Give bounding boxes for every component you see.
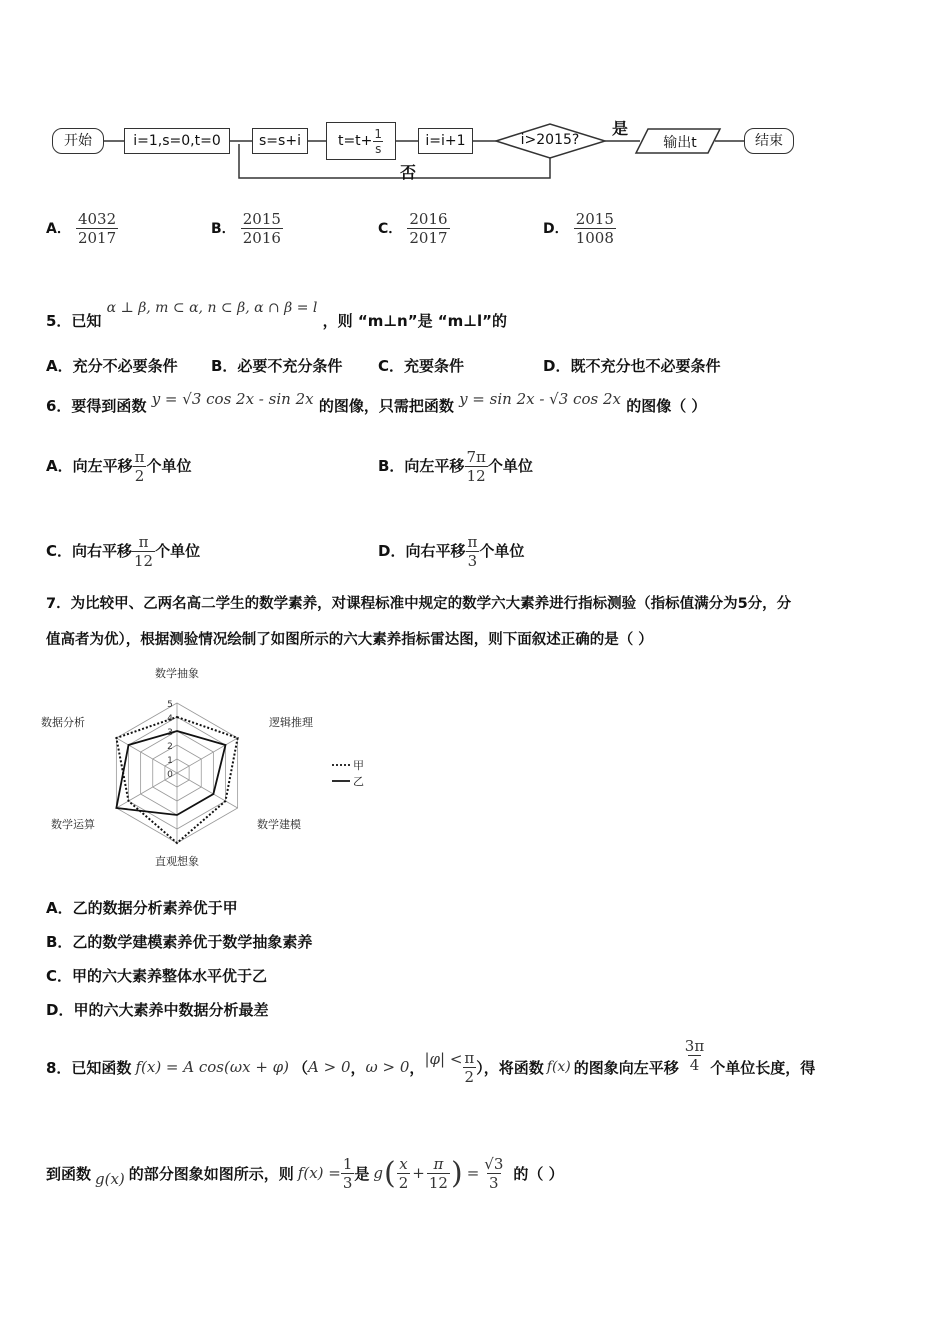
flowchart-step-t-prefix: t=t+ <box>337 133 373 149</box>
flowchart-step-t-den: s <box>375 141 382 156</box>
flowchart-step-t <box>326 122 396 160</box>
q8-shift-fraction <box>683 1037 706 1074</box>
option-unit: 个单位 <box>155 542 201 560</box>
radar-axis-label: 逻辑推理 <box>269 716 313 729</box>
q6-suffix: 的图像（ ） <box>626 397 707 415</box>
fraction-den: 12 <box>134 552 154 570</box>
fraction-num: 3π <box>684 1036 705 1055</box>
fraction-den: 4 <box>689 1055 700 1074</box>
q8-g: g <box>373 1164 384 1182</box>
fraction-den: 1008 <box>575 229 614 247</box>
fraction-den: 2017 <box>77 229 117 247</box>
option-fraction <box>76 210 118 247</box>
fraction-num: x <box>399 1154 408 1173</box>
fraction-den: 2 <box>464 1067 475 1086</box>
q8-function: f(x) = A cos(ωx + φ) <box>135 1058 290 1076</box>
q6-mid: 的图像，只需把函数 <box>318 397 454 415</box>
option-label: D． <box>543 221 569 237</box>
q7-option-b[interactable]: B．乙的数学建模素养优于数学抽象素养 <box>46 933 313 951</box>
q8-is: 是 <box>354 1164 370 1183</box>
fraction-num: 7π <box>466 448 486 466</box>
radar-tick-label: 3 <box>167 728 173 738</box>
q8-stem-line-1 <box>46 1032 815 1102</box>
flowchart-step-s: s=s+i <box>252 128 308 154</box>
q5-suffix: ，则 “m⊥n”是 “m⊥l”的 <box>322 312 508 330</box>
q7-stem-line-2: 值高者为优），根据测验情况绘制了如图所示的六大素养指标雷达图，则下面叙述正确的是（ ） <box>46 632 653 648</box>
fraction-den: 2016 <box>242 229 281 247</box>
option-label: A． <box>46 221 71 237</box>
radar-tick-label: 1 <box>167 756 173 766</box>
option-label: B．向左平移 <box>378 457 465 475</box>
option-unit: 个单位 <box>146 457 192 475</box>
radar-axis-label: 数学建模 <box>257 818 301 831</box>
q6-option-d[interactable] <box>378 533 524 570</box>
q4-option-d[interactable] <box>543 210 616 247</box>
flowchart-no: 否 <box>400 163 417 182</box>
option-label: B． <box>211 221 236 237</box>
q8-cond-omega: ω > 0 <box>365 1058 410 1076</box>
q8-comma-2: ， <box>409 1058 425 1077</box>
fraction-num: 2015 <box>242 210 281 228</box>
fraction-num: 4032 <box>77 210 117 228</box>
option-fraction <box>241 210 283 247</box>
q4-option-c[interactable] <box>378 210 450 247</box>
q7-option-a[interactable]: A．乙的数据分析素养优于甲 <box>46 899 238 917</box>
q8-fx: f(x) <box>546 1059 571 1075</box>
q8-mid: ），将函数 <box>476 1058 544 1077</box>
radar-legend-label: 乙 <box>353 775 364 788</box>
fraction-num: π <box>134 448 145 466</box>
radar-tick-label: 2 <box>167 742 173 752</box>
fraction-den: 12 <box>466 467 486 485</box>
q5-option-c[interactable]: C．充要条件 <box>378 357 465 375</box>
q5-option-b[interactable]: B．必要不充分条件 <box>211 357 343 375</box>
fraction-num: π <box>467 533 478 551</box>
flowchart-connectors <box>0 0 950 200</box>
radar-tick-label: 5 <box>167 700 173 710</box>
q5-option-a[interactable]: A．充分不必要条件 <box>46 357 178 375</box>
q5-stem <box>46 300 508 331</box>
q8-comma-1: ， <box>350 1058 366 1077</box>
radar-tick-label: 4 <box>167 714 173 724</box>
option-fraction <box>464 448 487 485</box>
q6-option-b[interactable] <box>378 448 533 485</box>
q8-phi-fraction <box>462 1049 476 1086</box>
radar-spoke <box>177 738 238 773</box>
radar-axis-label: 数学抽象 <box>155 667 199 680</box>
fraction-den: 3 <box>489 1173 499 1192</box>
fraction-den: 2 <box>398 1173 409 1192</box>
radar-legend-label: 甲 <box>353 759 364 772</box>
q6-prefix: 6．要得到函数 <box>46 397 147 415</box>
q8-prefix: 8．已知函数 <box>46 1058 132 1077</box>
radar-axis-label: 数据分析 <box>41 716 85 729</box>
q8-paren-right: ) <box>450 1155 463 1191</box>
option-label: A．向左平移 <box>46 457 133 475</box>
option-fraction <box>133 448 147 485</box>
q8-pi-fraction <box>427 1155 450 1192</box>
flowchart-end: 结束 <box>744 128 794 154</box>
q8-cond-phi: |φ| < <box>424 1050 463 1068</box>
radar-tick-label: 0 <box>167 770 173 780</box>
fraction-den: 3 <box>342 1173 353 1192</box>
radar-chart <box>40 665 380 880</box>
fraction-num: 2015 <box>575 210 614 228</box>
fraction-den: 2017 <box>409 229 448 247</box>
radar-axis-label: 数学运算 <box>51 818 95 831</box>
q5-option-d[interactable]: D．既不充分也不必要条件 <box>543 357 721 375</box>
flowchart-step-t-num: 1 <box>374 126 383 141</box>
q7-stem-line-1: 7．为比较甲、乙两名高二学生的数学素养，对课程标准中规定的数学六大素养进行指标测验（指标值满分为5分，分 <box>46 596 792 612</box>
q8-tail: 个单位长度，得 <box>710 1058 816 1077</box>
q8-plus: + <box>412 1164 425 1182</box>
fraction-num: π <box>138 533 149 551</box>
q8-root-fraction <box>482 1155 505 1192</box>
option-label: D．向右平移 <box>378 542 466 560</box>
q4-option-b[interactable] <box>211 210 283 247</box>
q6-option-c[interactable] <box>46 533 200 570</box>
q8-cond-a: A > 0 <box>308 1058 351 1076</box>
option-label: C． <box>378 221 403 237</box>
q8-stem-line-2 <box>46 1145 564 1201</box>
q8-x-fraction <box>397 1155 411 1192</box>
option-fraction <box>574 210 616 247</box>
fraction-num: 2016 <box>409 210 448 228</box>
fraction-den: 2 <box>134 467 145 485</box>
q8-line2-mid: 的部分图象如图所示，则 <box>128 1164 294 1183</box>
q8-mid-2: 的图象向左平移 <box>573 1058 679 1077</box>
fraction-num: 1 <box>342 1154 353 1173</box>
fraction-den: 12 <box>428 1173 448 1192</box>
option-unit: 个单位 <box>487 457 533 475</box>
q7-option-d[interactable]: D．甲的六大素养中数据分析最差 <box>46 1001 269 1019</box>
option-fraction <box>407 210 449 247</box>
flowchart-condition: i>2015? <box>520 132 580 148</box>
fraction-num: √3 <box>484 1154 504 1173</box>
fraction-num: π <box>433 1154 444 1173</box>
fraction-den: 3 <box>467 552 478 570</box>
flowchart-output: 输出t <box>663 135 697 151</box>
q6-function-1: y = √3 cos 2x - sin 2x <box>151 390 314 408</box>
flowchart-start: 开始 <box>52 128 104 154</box>
q8-gx: g(x) <box>95 1170 125 1188</box>
option-fraction <box>465 533 479 570</box>
fraction-num: π <box>464 1048 475 1067</box>
option-unit: 个单位 <box>479 542 525 560</box>
q6-function-2: y = sin 2x - √3 cos 2x <box>459 390 621 408</box>
flowchart-step-i: i=i+1 <box>418 128 473 154</box>
option-label: C．向右平移 <box>46 542 133 560</box>
q8-eq: = <box>466 1164 480 1182</box>
q8-paren-left: ( <box>384 1155 396 1191</box>
q5-prefix: 5．已知 <box>46 312 102 330</box>
q5-formula: α ⊥ β, m ⊂ α, n ⊂ β, α ∩ β = l <box>106 300 318 316</box>
radar-axis-label: 直观想象 <box>155 855 199 868</box>
flowchart-step-t-fraction <box>372 127 384 156</box>
flowchart-yes: 是 <box>612 119 629 138</box>
q8-fx-eq: f(x) = <box>297 1164 341 1182</box>
q8-paren-open: （ <box>293 1058 309 1077</box>
q6-option-a[interactable] <box>46 448 192 485</box>
option-fraction <box>132 533 155 570</box>
q4-option-a[interactable] <box>46 210 118 247</box>
q8-line2-prefix: 到函数 <box>46 1164 92 1183</box>
q7-option-c[interactable]: C．甲的六大素养整体水平优于乙 <box>46 967 268 985</box>
q8-value-fraction <box>341 1155 355 1192</box>
flowchart-init: i=1,s=0,t=0 <box>124 128 230 154</box>
q6-stem <box>46 390 707 416</box>
q8-line2-suffix: 的（ ） <box>513 1164 564 1183</box>
